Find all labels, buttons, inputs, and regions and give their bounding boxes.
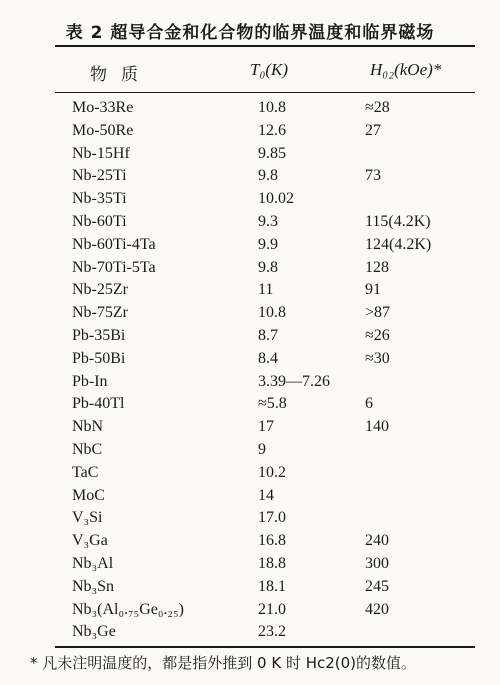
table-row: [0, 279, 500, 302]
table-row: [0, 599, 500, 622]
material-cell: Nb₃(Al₀.₇₅Ge₀.₂₅): [72, 600, 184, 618]
material-cell: Pb-40Tl: [72, 395, 125, 413]
table-row: [0, 211, 500, 234]
material-cell: Nb-60Ti-4Ta: [72, 235, 156, 253]
material-cell: Nb₃Al: [72, 554, 114, 572]
material-cell: Nb-25Ti: [72, 167, 127, 185]
tc-cell: 9.8: [258, 167, 278, 185]
material-cell: NbC: [72, 440, 103, 458]
tc-cell: 16.8: [258, 532, 286, 550]
material-cell: Nb-60Ti: [72, 212, 127, 230]
header-hc: H₀₂(kOe)*: [370, 60, 442, 79]
tc-cell: 8.7: [258, 326, 278, 344]
tc-cell: 14: [258, 486, 274, 504]
hc-cell: 140: [365, 418, 389, 436]
tc-cell: 21.0: [258, 600, 286, 618]
tc-cell: 10.02: [258, 190, 294, 208]
table-row: [0, 621, 500, 644]
table-body: [0, 97, 500, 644]
tc-cell: 9: [258, 440, 266, 458]
tc-cell: 17: [258, 418, 274, 436]
table-row: [0, 302, 500, 325]
tc-cell: 12.6: [258, 121, 286, 139]
table-row: [0, 143, 500, 166]
table-row: [0, 393, 500, 416]
material-cell: Nb-70Ti-5Ta: [72, 258, 156, 276]
footnote: * 凡未注明温度的，都是指外推到 0 K 时 Hc2(0)的数值。: [30, 654, 417, 672]
tc-cell: 9.85: [258, 144, 286, 162]
hc-cell: 6: [365, 395, 373, 413]
material-cell: Nb-15Hf: [72, 144, 130, 162]
table-row: [0, 97, 500, 120]
material-cell: TaC: [72, 463, 99, 481]
table-row: [0, 371, 500, 394]
hc-cell: ≈28: [365, 99, 390, 116]
tc-cell: 10.2: [258, 463, 286, 481]
tc-cell: 23.2: [258, 623, 286, 641]
material-cell: MoC: [72, 486, 105, 504]
tc-cell: 10.8: [258, 304, 286, 322]
hc-cell: 115(4.2K): [365, 212, 431, 230]
hc-cell: >87: [365, 304, 391, 322]
hc-cell: 124(4.2K): [365, 235, 432, 253]
table-row: [0, 120, 500, 143]
material-cell: NbN: [72, 418, 104, 436]
material-cell: Pb-35Bi: [72, 326, 126, 344]
table-row: [0, 485, 500, 508]
material-cell: Mo-33Re: [72, 99, 134, 116]
table-row: [0, 416, 500, 439]
material-cell: Nb-75Zr: [72, 304, 128, 322]
table-row: [0, 325, 500, 348]
table-row: [0, 439, 500, 462]
material-cell: Nb₃Ge: [72, 623, 116, 641]
table-row: [0, 507, 500, 530]
hc-cell: 240: [365, 532, 389, 550]
header-tc: T₀(K): [250, 60, 289, 79]
table-row: [0, 462, 500, 485]
material-cell: Nb-35Ti: [72, 190, 127, 208]
material-cell: V₃Si: [72, 509, 103, 527]
material-cell: Mo-50Re: [72, 121, 134, 139]
tc-cell: 18.8: [258, 554, 286, 572]
table-row: [0, 257, 500, 280]
tc-cell: 10.8: [258, 99, 286, 116]
material-cell: Pb-50Bi: [72, 349, 126, 367]
hc-cell: 300: [365, 554, 389, 572]
material-cell: Nb₃Sn: [72, 577, 115, 595]
tc-cell: ≈5.8: [258, 395, 287, 413]
hc-cell: 420: [365, 600, 389, 618]
table-caption: 表 2 超导合金和化合物的临界温度和临界磁场: [65, 23, 435, 43]
material-cell: Pb-In: [72, 372, 108, 390]
hc-cell: 128: [365, 258, 389, 276]
material-cell: Nb-25Zr: [72, 281, 128, 299]
tc-cell: 9.8: [258, 258, 278, 276]
header-rule: [55, 92, 475, 93]
tc-cell: 3.39—7.26: [258, 372, 330, 390]
table-row: [0, 234, 500, 257]
top-rule: [55, 45, 475, 47]
table-row: [0, 530, 500, 553]
header-material: 物质: [90, 65, 152, 85]
tc-cell: 9.3: [258, 212, 278, 230]
hc-cell: 27: [365, 121, 381, 139]
table-row: [0, 348, 500, 371]
tc-cell: 18.1: [258, 577, 286, 595]
tc-cell: 9.9: [258, 235, 278, 253]
hc-cell: 245: [365, 577, 389, 595]
table-row: [0, 576, 500, 599]
tc-cell: 17.0: [258, 509, 286, 527]
hc-cell: 91: [365, 281, 381, 299]
table-row: [0, 553, 500, 576]
material-cell: V₃Ga: [72, 532, 108, 550]
bottom-rule: [55, 646, 475, 648]
table-row: [0, 165, 500, 188]
table-row: [0, 188, 500, 211]
hc-cell: ≈26: [365, 326, 390, 344]
hc-cell: 73: [365, 167, 381, 185]
tc-cell: 11: [258, 281, 274, 299]
hc-cell: ≈30: [365, 349, 390, 367]
tc-cell: 8.4: [258, 349, 278, 367]
